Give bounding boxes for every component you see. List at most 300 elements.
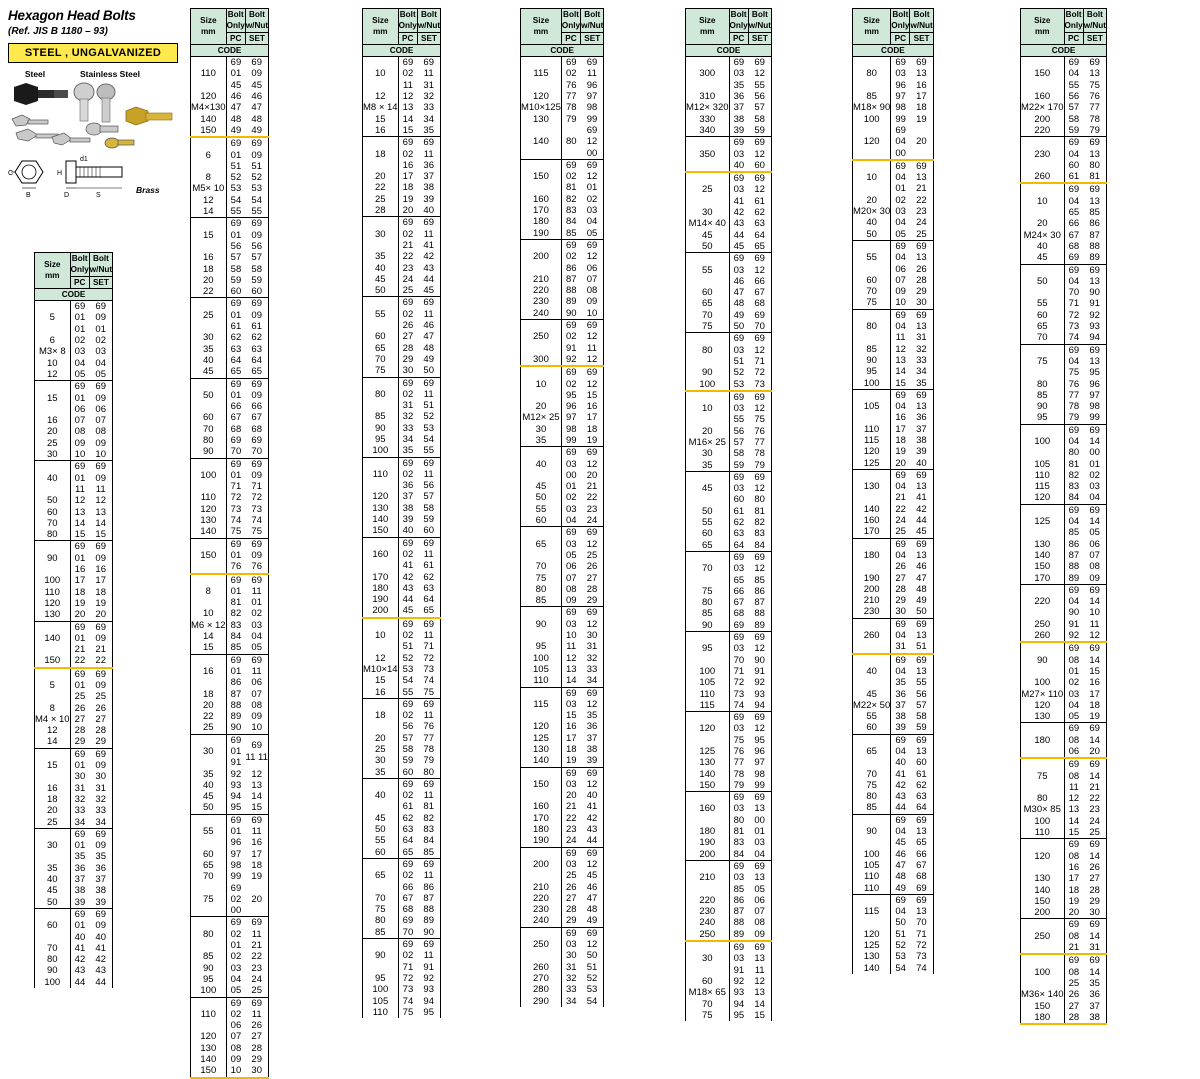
cell-code-bolt-only: 69 03 41	[729, 172, 748, 207]
cell-code-bolt-with-nut: 03	[89, 346, 112, 357]
cell-code-bolt-with-nut: 45	[417, 285, 440, 297]
cell-code-bolt-with-nut: 04	[748, 849, 771, 861]
cell-code-bolt-with-nut: 72	[910, 940, 933, 951]
table-row	[853, 366, 934, 377]
cell-code-bolt-only: 78	[729, 769, 748, 780]
table-row	[521, 835, 604, 847]
cell-code-bolt-only: 87	[561, 274, 580, 285]
cell-code-bolt-with-nut: 69 11 11	[245, 734, 268, 768]
cell-code-bolt-only: 69 02 61	[398, 778, 417, 812]
cell-code-bolt-only: 69 03 55	[729, 391, 748, 426]
cell-code-bolt-only: 63	[729, 528, 748, 539]
cell-size: 210	[521, 882, 562, 893]
cell-size: 150	[1021, 561, 1065, 572]
cell-size: 115	[686, 700, 730, 712]
cell-size: 120	[521, 721, 562, 732]
cell-size: 115	[521, 57, 562, 91]
cell-code-bolt-only: 13	[398, 102, 417, 113]
table-row	[35, 575, 113, 586]
table-row	[191, 526, 269, 538]
table-row	[686, 849, 772, 861]
cell-code-bolt-with-nut: 20	[245, 883, 268, 917]
table-row	[521, 847, 604, 881]
table-row	[853, 160, 934, 195]
table-row	[853, 286, 934, 297]
cell-size: 10	[853, 160, 891, 195]
cell-size: 90	[853, 814, 891, 848]
cell-code-bolt-with-nut: 65	[245, 366, 268, 378]
table-row	[191, 654, 269, 688]
cell-code-bolt-only: 69 01 66	[226, 378, 245, 412]
cell-size: 100	[853, 114, 891, 125]
cell-code-bolt-only: 29	[891, 595, 910, 606]
cell-code-bolt-with-nut: 49	[910, 595, 933, 606]
table-row	[853, 802, 934, 814]
cell-code-bolt-only: 69 08 06	[1064, 723, 1083, 758]
cell-code-bolt-with-nut: 69 12 45	[581, 847, 604, 881]
table-row	[191, 378, 269, 412]
cell-code-bolt-only: 69 03 65	[729, 551, 748, 585]
table-row	[686, 1010, 772, 1021]
header-size: Size mm	[35, 253, 71, 289]
cell-code-bolt-with-nut: 35	[417, 125, 440, 137]
cell-size: 290	[521, 996, 562, 1007]
cell-code-bolt-only: 84	[561, 216, 580, 227]
cell-code-bolt-with-nut: 03	[748, 837, 771, 848]
table-row	[853, 355, 934, 366]
table-row	[363, 915, 441, 926]
cell-code-bolt-only: 44	[729, 230, 748, 241]
cell-size: 75	[191, 883, 227, 917]
cell-code-bolt-with-nut: 02	[89, 335, 112, 346]
cell-code-bolt-with-nut: 88	[748, 608, 771, 619]
cell-code-bolt-only: 32	[561, 973, 580, 984]
cell-size: 140	[1021, 550, 1065, 561]
cell-code-bolt-with-nut: 12	[245, 769, 268, 780]
cell-code-bolt-with-nut: 67	[910, 860, 933, 871]
table-row	[1021, 723, 1107, 758]
cell-code-bolt-with-nut: 81	[1083, 171, 1106, 183]
table-row	[35, 783, 113, 794]
cell-code-bolt-only: 54	[398, 675, 417, 686]
cell-size: 90	[853, 355, 891, 366]
cell-size: 100	[686, 666, 730, 677]
cell-code-bolt-only: 69 03 75	[729, 712, 748, 746]
cell-code-bolt-only: 97	[891, 91, 910, 102]
cell-size: 190	[853, 573, 891, 584]
cell-size: 85	[191, 951, 227, 962]
table-row	[35, 965, 113, 976]
cell-code-bolt-with-nut: 58	[748, 114, 771, 125]
table-row	[191, 538, 269, 573]
header-bolt-with-nut: Bolt w/Nut	[1083, 10, 1107, 31]
table-row	[35, 346, 113, 357]
table-row	[1021, 539, 1107, 550]
cell-code-bolt-with-nut: 75	[417, 687, 440, 699]
cell-code-bolt-with-nut: 69 13 80	[1083, 137, 1106, 171]
cell-code-bolt-with-nut: 62	[417, 572, 440, 583]
table-header-row	[35, 253, 113, 277]
cell-code-bolt-with-nut: 69 11 71	[417, 618, 440, 653]
cell-code-bolt-with-nut: 69 12 61	[748, 172, 771, 207]
cell-code-bolt-with-nut: 25	[910, 229, 933, 241]
material-banner: STEEL , UNGALVANIZED	[8, 43, 178, 63]
cell-code-bolt-only: 47	[729, 287, 748, 298]
table-row	[686, 895, 772, 906]
table-row	[1021, 642, 1107, 677]
cell-code-bolt-with-nut: 33	[417, 102, 440, 113]
table-row	[1021, 793, 1107, 804]
cell-code-bolt-only: 69 08 16	[1064, 839, 1083, 873]
table-row	[35, 301, 113, 335]
cell-size: 140	[191, 526, 227, 538]
cell-code-bolt-with-nut: 16	[1083, 677, 1106, 688]
material-label-stainless: Stainless Steel	[79, 69, 140, 79]
cell-code-bolt-only: 70	[398, 927, 417, 939]
cell-code-bolt-with-nut: 09	[1083, 573, 1106, 585]
cell-code-bolt-only: 03	[1064, 689, 1083, 700]
cell-code-bolt-with-nut: 37	[581, 733, 604, 744]
cell-code-bolt-only: 12	[70, 495, 89, 506]
cell-code-bolt-only: 69 01 45	[226, 57, 245, 91]
cell-code-bolt-with-nut: 69 09 51	[245, 137, 268, 172]
cell-code-bolt-with-nut: 41	[89, 943, 112, 954]
cell-size: 60	[191, 849, 227, 860]
cell-size: 150	[1021, 57, 1065, 91]
cell-code-bolt-with-nut: 66	[910, 849, 933, 860]
cell-code-bolt-with-nut: 69 11 26	[245, 997, 268, 1031]
cell-code-bolt-only: 58	[1064, 114, 1083, 125]
cell-code-bolt-only: 69 03 30	[561, 927, 580, 961]
cell-code-bolt-with-nut: 23	[1083, 804, 1106, 815]
cell-size: 120	[1021, 700, 1065, 711]
cell-size: 120	[853, 446, 891, 457]
cell-code-bolt-with-nut: 63	[245, 344, 268, 355]
header-pc: PC	[226, 32, 245, 44]
cell-code-bolt-with-nut: 91	[748, 666, 771, 677]
cell-code-bolt-with-nut: 57	[245, 252, 268, 263]
cell-code-bolt-only: 69 03 51	[729, 333, 748, 367]
cell-size: 15	[35, 748, 71, 782]
cell-code-bolt-with-nut: 53	[581, 984, 604, 995]
header-code: CODE	[35, 288, 113, 300]
table-row	[853, 849, 934, 860]
cell-size: 260	[1021, 630, 1065, 642]
table-row	[853, 309, 934, 343]
table-row	[1021, 711, 1107, 723]
table-row	[853, 595, 934, 606]
cell-size: 110	[191, 997, 227, 1031]
cell-code-bolt-only: 71	[729, 666, 748, 677]
cell-code-bolt-only: 69 04 31	[891, 618, 910, 653]
table-row	[363, 824, 441, 835]
cell-size: 60	[521, 515, 562, 527]
cell-code-bolt-only: 97	[226, 849, 245, 860]
cell-code-bolt-with-nut: 59	[748, 125, 771, 137]
cell-code-bolt-only: 09	[226, 1054, 245, 1065]
cell-code-bolt-only: 14	[561, 675, 580, 687]
cell-code-bolt-only: 38	[70, 885, 89, 896]
table-row	[521, 927, 604, 961]
cell-code-bolt-with-nut: 69 12 06	[581, 239, 604, 273]
cell-code-bolt-with-nut: 69 13 51	[910, 618, 933, 653]
cell-size: 6	[35, 335, 71, 346]
table-row	[191, 963, 269, 974]
cell-code-bolt-with-nut: 69 12 85	[748, 551, 771, 585]
table-row	[363, 537, 441, 571]
table-row	[521, 239, 604, 273]
cell-code-bolt-with-nut: 87	[1083, 230, 1106, 241]
cell-code-bolt-only: 57	[226, 252, 245, 263]
cell-code-bolt-only: 49	[226, 125, 245, 137]
cell-code-bolt-with-nut: 69 09 40	[89, 908, 112, 942]
cell-code-bolt-with-nut: 32	[910, 344, 933, 355]
cell-size: 20	[1021, 218, 1065, 229]
cell-code-bolt-with-nut: 82	[748, 517, 771, 528]
cell-code-bolt-with-nut: 87	[417, 893, 440, 904]
table-row	[363, 813, 441, 824]
cell-code-bolt-with-nut: 84	[417, 835, 440, 846]
cell-code-bolt-with-nut: 10	[89, 449, 112, 461]
table-row	[853, 689, 934, 700]
cell-size: 160	[521, 194, 562, 205]
cell-code-bolt-with-nut: 09	[748, 929, 771, 941]
table-row	[521, 664, 604, 675]
table-row	[35, 449, 113, 461]
cell-code-bolt-with-nut: 09	[245, 711, 268, 722]
table-header-row	[521, 9, 604, 33]
cell-code-bolt-only: 85	[561, 228, 580, 240]
cell-code-bolt-only: 69 03 00	[561, 447, 580, 481]
cell-code-bolt-with-nut: 23	[910, 206, 933, 217]
cell-size: 125	[853, 940, 891, 951]
cell-code-bolt-with-nut: 62	[910, 780, 933, 791]
table-row	[1021, 804, 1107, 815]
cell-size: 95	[521, 641, 562, 652]
cell-code-bolt-only: 87	[1064, 550, 1083, 561]
cell-code-bolt-only: 69 02 76	[561, 57, 580, 91]
cell-code-bolt-only: 85	[226, 642, 245, 654]
table-row	[191, 997, 269, 1031]
cell-size: 15	[363, 675, 399, 686]
table-row	[363, 572, 441, 583]
cell-code-bolt-with-nut: 79	[417, 755, 440, 766]
cell-code-bolt-only: 89	[1064, 573, 1083, 585]
cell-size: M12× 320	[686, 102, 729, 114]
table-row	[853, 195, 934, 206]
cell-code-bolt-only: 83	[729, 837, 748, 848]
cell-code-bolt-only: 67	[729, 597, 748, 608]
cell-size: 40	[853, 654, 891, 689]
cell-size: 280	[521, 984, 562, 995]
table-row	[686, 551, 772, 585]
table-row	[191, 424, 269, 435]
cell-size: 20	[686, 426, 730, 437]
cell-size: 15	[191, 218, 227, 252]
cell-code-bolt-with-nut: 67	[748, 287, 771, 298]
cell-size: 80	[363, 915, 399, 926]
cell-size: 240	[521, 915, 562, 927]
table-row	[686, 769, 772, 780]
cell-code-bolt-only: 87	[226, 689, 245, 700]
table-row	[191, 252, 269, 263]
cell-code-bolt-only: 27	[561, 893, 580, 904]
cell-code-bolt-with-nut: 84	[748, 540, 771, 552]
cell-size: 35	[191, 769, 227, 780]
table-row	[686, 917, 772, 928]
cell-code-bolt-only: 53	[226, 183, 245, 194]
cell-code-bolt-with-nut: 53	[417, 423, 440, 434]
cell-code-bolt-with-nut: 78	[748, 448, 771, 459]
cell-code-bolt-with-nut: 46	[581, 882, 604, 893]
cell-code-bolt-with-nut: 98	[581, 102, 604, 113]
cell-size: 85	[363, 927, 399, 939]
cell-code-bolt-with-nut: 74	[245, 515, 268, 526]
cell-size: 22	[191, 286, 227, 298]
cell-code-bolt-with-nut: 74	[910, 963, 933, 974]
cell-size: 150	[35, 655, 71, 667]
cell-size: 85	[1021, 390, 1065, 401]
cell-code-bolt-only: 92	[729, 976, 748, 987]
cell-size: 150	[191, 538, 227, 573]
cell-code-bolt-with-nut: 81	[748, 506, 771, 517]
cell-size: 230	[521, 904, 562, 915]
cell-code-bolt-with-nut: 51	[581, 962, 604, 973]
cell-code-bolt-only: 19	[70, 598, 89, 609]
cell-code-bolt-with-nut: 22	[910, 195, 933, 206]
table-row	[191, 974, 269, 985]
cell-size: 50	[521, 492, 562, 503]
table-row	[521, 354, 604, 366]
cell-size: 10	[686, 391, 730, 426]
cell-size: 45	[853, 689, 891, 700]
table-row	[1021, 677, 1107, 688]
cell-code-bolt-with-nut: 50	[417, 365, 440, 377]
cell-size: 10	[363, 57, 399, 91]
cell-code-bolt-only: 69 01 71	[226, 458, 245, 492]
cell-size: 240	[521, 308, 562, 320]
table-row	[363, 733, 441, 744]
table-row	[363, 343, 441, 354]
cell-size: 210	[853, 595, 891, 606]
cell-code-bolt-with-nut: 55	[417, 445, 440, 457]
cell-size: 160	[853, 515, 891, 526]
cell-code-bolt-only: 10	[70, 449, 89, 461]
cell-size: 130	[191, 515, 227, 526]
cell-size: 60	[686, 976, 730, 987]
cell-code-bolt-only: 06	[561, 561, 580, 572]
header-code: CODE	[521, 44, 604, 56]
table-row	[363, 698, 441, 732]
cell-code-bolt-only: 69 04 11	[891, 309, 910, 343]
cell-code-bolt-only: 69 03 15	[561, 687, 580, 721]
cell-size: 55	[363, 835, 399, 846]
table-row	[363, 171, 441, 182]
cell-code-bolt-only: 93	[729, 987, 748, 998]
cell-size: 45	[686, 230, 730, 241]
header-bolt-with-nut: Bolt w/Nut	[910, 10, 933, 31]
table-row	[853, 894, 934, 928]
table-row	[853, 791, 934, 802]
table-row	[363, 57, 441, 91]
cell-size: 80	[191, 435, 227, 446]
cell-code-bolt-only: 69 02 56	[398, 698, 417, 732]
cell-code-bolt-with-nut: 37	[1083, 1001, 1106, 1012]
table-row	[521, 755, 604, 767]
table-row	[35, 668, 113, 703]
cell-code-bolt-only: 42	[70, 954, 89, 965]
cell-code-bolt-only: 10	[891, 297, 910, 309]
cell-code-bolt-with-nut: 92	[1083, 310, 1106, 321]
code-table	[852, 8, 934, 974]
cell-size: 230	[853, 606, 891, 618]
table-row	[1021, 424, 1107, 458]
table-row	[1021, 125, 1107, 137]
cell-code-bolt-with-nut: 07	[89, 415, 112, 426]
cell-code-bolt-only: 59	[729, 460, 748, 472]
cell-code-bolt-with-nut: 04	[1083, 492, 1106, 504]
cell-code-bolt-with-nut: 19	[1083, 711, 1106, 723]
table-row	[686, 426, 772, 437]
table-row	[853, 711, 934, 722]
cell-size: 40	[521, 447, 562, 481]
cell-code-bolt-only: 89	[226, 711, 245, 722]
table-row	[1021, 584, 1107, 618]
cell-code-bolt-with-nut: 69 14 21	[1083, 758, 1106, 793]
table-header-row	[686, 9, 772, 33]
cell-code-bolt-with-nut: 29	[1083, 896, 1106, 907]
cell-code-bolt-only: 79	[561, 114, 580, 125]
table-row	[363, 377, 441, 411]
cell-code-bolt-with-nut: 02	[245, 608, 268, 619]
cell-code-bolt-with-nut: 73	[417, 664, 440, 675]
header-set: SET	[581, 32, 604, 44]
cell-size: 125	[686, 746, 730, 757]
table-row	[191, 275, 269, 286]
table-row	[363, 125, 441, 137]
cell-size: 45	[191, 366, 227, 378]
table-row	[1021, 241, 1107, 252]
table-row	[853, 378, 934, 390]
header-pc: PC	[561, 32, 580, 44]
cell-code-bolt-only: 92	[1064, 630, 1083, 642]
cell-size: 85	[853, 91, 891, 102]
cell-size: 90	[686, 620, 730, 632]
table-row	[1021, 252, 1107, 264]
cell-size: 45	[686, 471, 730, 505]
table-row	[363, 618, 441, 653]
cell-code-bolt-with-nut: 61	[910, 769, 933, 780]
table-row	[1021, 57, 1107, 91]
cell-code-bolt-with-nut: 07	[245, 689, 268, 700]
cell-code-bolt-with-nut: 69 09 35	[89, 828, 112, 862]
cell-size: 50	[363, 285, 399, 297]
table-row	[853, 860, 934, 871]
cell-size: M4 × 10	[35, 713, 70, 725]
cell-code-bolt-with-nut: 28	[89, 725, 112, 736]
cell-code-bolt-only: 69 04 75	[1064, 344, 1083, 378]
table-row	[686, 230, 772, 241]
cell-size: 130	[521, 744, 562, 755]
cell-code-bolt-with-nut: 69 12 55	[748, 57, 771, 91]
cell-code-bolt-with-nut: 93	[1083, 321, 1106, 332]
cell-code-bolt-with-nut: 69 11 36	[417, 137, 440, 171]
cell-code-bolt-only: 57	[729, 437, 748, 448]
table-row	[686, 792, 772, 826]
cell-code-bolt-with-nut: 37	[910, 424, 933, 435]
cell-code-bolt-only: 34	[70, 817, 89, 829]
cell-code-bolt-with-nut: 70	[245, 446, 268, 458]
